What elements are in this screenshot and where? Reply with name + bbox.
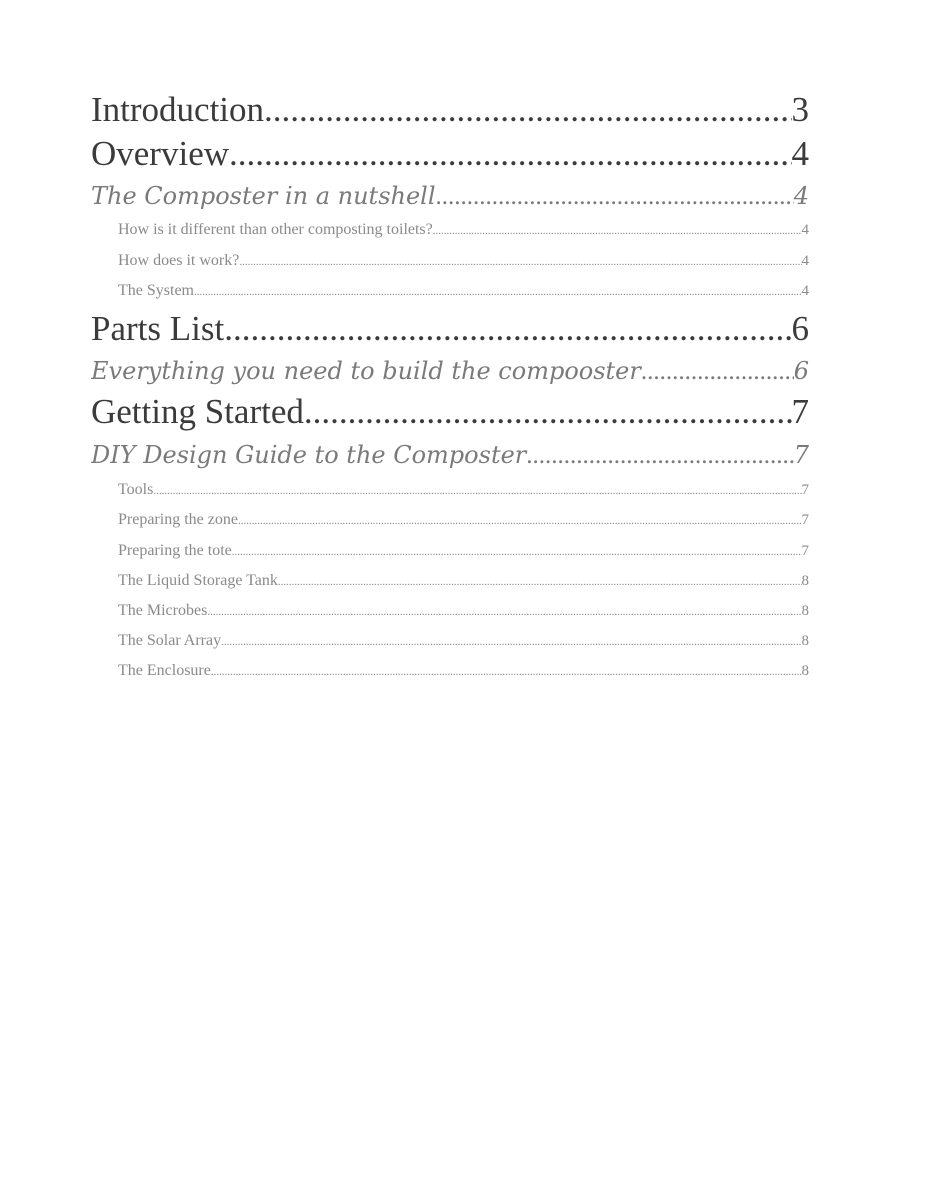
toc-entry-enclosure[interactable] <box>118 660 809 682</box>
toc-entry-overview[interactable] <box>91 132 809 176</box>
toc-dot-leader <box>224 307 791 351</box>
toc-entry-diy-design-guide[interactable] <box>91 439 809 471</box>
toc-page-number: 7 <box>793 441 809 469</box>
toc-page-number: 8 <box>801 603 809 619</box>
toc-entry-label: Parts List <box>91 309 225 348</box>
toc-entry-introduction[interactable] <box>91 88 809 132</box>
toc-entry-label: The Enclosure <box>118 662 211 679</box>
toc-entry-label: The Microbes <box>118 602 208 619</box>
toc-entry-composter-nutshell[interactable] <box>91 180 809 212</box>
toc-entry-parts-list[interactable] <box>91 307 809 351</box>
toc-page-number: 6 <box>793 357 809 385</box>
toc-entry-everything-you-need[interactable] <box>91 355 809 387</box>
toc-dot-leader <box>436 181 794 212</box>
toc-dot-leader <box>264 88 791 132</box>
toc-entry-microbes[interactable] <box>118 600 809 622</box>
toc-page-number: 7 <box>801 543 809 559</box>
toc-dot-leader <box>194 281 802 302</box>
toc-page-number: 4 <box>791 134 809 173</box>
toc-entry-tools[interactable] <box>118 479 809 501</box>
toc-page-number: 7 <box>801 482 809 498</box>
toc-dot-leader <box>239 251 801 272</box>
toc-entry-how-work[interactable] <box>118 250 809 272</box>
toc-dot-leader <box>278 571 802 592</box>
toc-entry-how-different[interactable] <box>118 219 809 241</box>
toc-entry-preparing-zone[interactable] <box>118 509 809 531</box>
toc-entry-preparing-tote[interactable] <box>118 540 809 562</box>
toc-page-number: 6 <box>791 309 809 348</box>
toc-page-number: 8 <box>801 663 809 679</box>
toc-entry-label: Getting Started <box>91 392 304 431</box>
toc-entry-label: DIY Design Guide to the Composter <box>91 441 527 469</box>
toc-entry-label: Introduction <box>91 90 265 129</box>
toc-entry-label: The Composter in a nutshell <box>91 182 436 210</box>
toc-page-number: 7 <box>801 512 809 528</box>
toc-entry-label: Tools <box>118 481 154 498</box>
toc-dot-leader <box>229 132 791 176</box>
toc-entry-solar-array[interactable] <box>118 630 809 652</box>
toc-page-number: 4 <box>793 182 809 210</box>
toc-entry-label: Everything you need to build the compooster <box>91 357 641 385</box>
toc-dot-leader <box>526 440 793 471</box>
toc-dot-leader <box>304 390 792 434</box>
toc-page-number: 8 <box>801 573 809 589</box>
toc-entry-system[interactable] <box>118 280 809 302</box>
toc-page-number: 8 <box>801 633 809 649</box>
toc-entry-label: The Solar Array <box>118 632 222 649</box>
toc-page-number: 4 <box>801 253 809 269</box>
toc-dot-leader <box>153 480 801 501</box>
toc-dot-leader <box>433 220 802 241</box>
toc-page-number: 4 <box>801 283 809 299</box>
toc-entry-label: Preparing the tote <box>118 542 232 559</box>
toc-page-number: 4 <box>801 222 809 238</box>
toc-entry-label: The Liquid Storage Tank <box>118 572 278 589</box>
toc-dot-leader <box>221 631 801 652</box>
toc-entry-label: How is it different than other composting toilets? <box>118 221 433 238</box>
toc-dot-leader <box>207 601 801 622</box>
toc-entry-label: How does it work? <box>118 252 240 269</box>
toc-entry-label: The System <box>118 282 194 299</box>
toc-page-number: 7 <box>791 392 809 431</box>
toc-dot-leader <box>238 510 802 531</box>
toc-entry-label: Preparing the zone <box>118 511 238 528</box>
toc-dot-leader <box>211 661 802 682</box>
toc-entry-getting-started[interactable] <box>91 390 809 434</box>
toc-dot-leader <box>232 541 802 562</box>
toc-page-number: 3 <box>791 90 809 129</box>
toc-entry-label: Overview <box>91 134 230 173</box>
toc-entry-liquid-storage-tank[interactable] <box>118 570 809 592</box>
toc-dot-leader <box>641 356 794 387</box>
